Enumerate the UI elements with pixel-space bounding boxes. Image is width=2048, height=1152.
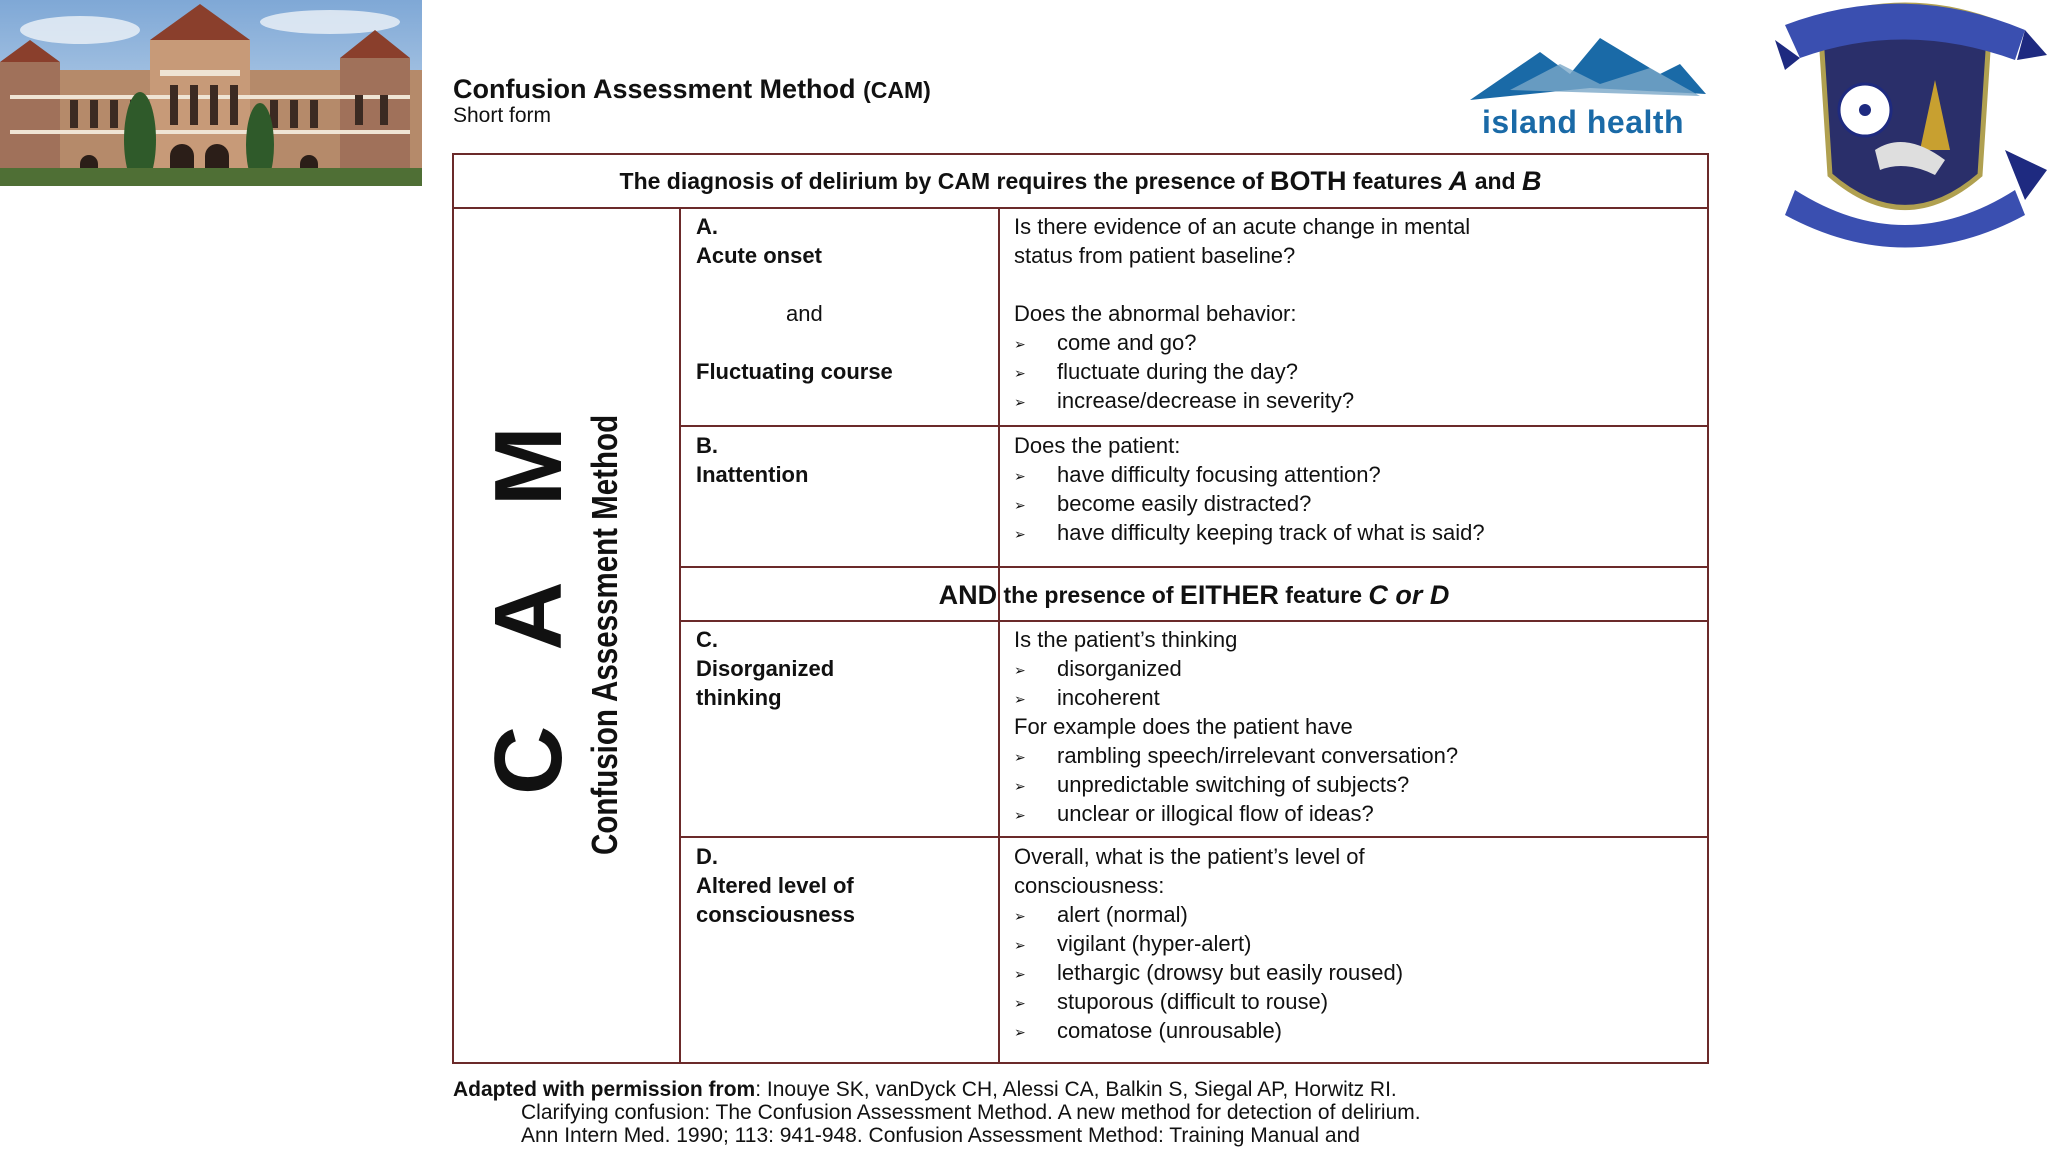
question-text: Is the patient’s thinking [1014, 627, 1238, 652]
citation-line [453, 1078, 1397, 1101]
bullet-item: ➢ lethargic (drowsy but easily roused) [1014, 958, 1403, 987]
feature-name: consciousness [696, 902, 855, 927]
row-divider [679, 425, 1709, 427]
header-text: The diagnosis of delirium by CAM requires the presence of [619, 167, 1264, 194]
feature-name: Fluctuating course [696, 359, 893, 384]
banner-text: the presence of [1003, 581, 1174, 608]
citation-footer [453, 1078, 1421, 1147]
citation-text: : Inouye SK, vanDyck CH, Alessi CA, Balkin S, Siegal AP, Horwitz RI. [755, 1078, 1397, 1101]
feature-c-label [696, 625, 834, 712]
feature-d-questions [1014, 842, 1403, 1045]
feature-conjunction: and [786, 301, 823, 326]
bullet-item: ➢ have difficulty keeping track of what is said? [1014, 518, 1485, 547]
question-text: status from patient baseline? [1014, 243, 1296, 268]
banner-c-or-d: C or D [1368, 579, 1450, 610]
feature-a-label [696, 212, 893, 386]
question-text: For example does the patient have [1014, 714, 1353, 739]
feature-name: thinking [696, 685, 782, 710]
title-abbrev: (CAM) [863, 77, 931, 103]
column-divider [998, 207, 1000, 1064]
feature-name: Disorganized [696, 656, 835, 681]
row-divider [679, 836, 1709, 838]
cam-table [452, 153, 1709, 1064]
side-label-cam: C A M [475, 400, 582, 795]
feature-a-questions [1014, 212, 1470, 415]
feature-c-questions [1014, 625, 1458, 828]
college-emblem-logo [1755, 0, 2048, 255]
bullet-item: ➢ incoherent [1014, 683, 1458, 712]
either-c-or-d-banner [679, 570, 1709, 620]
header-b: B [1521, 165, 1542, 196]
citation-text: Clarifying confusion: The Confusion Assessment Method. A new method for detection of delirium. [521, 1101, 1421, 1124]
feature-letter: B. [696, 433, 718, 458]
question-text: consciousness: [1014, 873, 1165, 898]
bullet-item: ➢ become easily distracted? [1014, 489, 1485, 518]
row-divider [679, 566, 1709, 568]
title-text: Confusion Assessment Method [453, 74, 856, 104]
question-text: Overall, what is the patient’s level of [1014, 844, 1365, 869]
citation-lead: Adapted with permission from [453, 1078, 756, 1101]
bullet-item: ➢ disorganized [1014, 654, 1458, 683]
feature-b-label [696, 431, 808, 489]
question-text: Does the patient: [1014, 433, 1181, 458]
bullet-item: ➢ unpredictable switching of subjects? [1014, 770, 1458, 799]
feature-letter: D. [696, 844, 718, 869]
header-a: A [1448, 165, 1469, 196]
bullet-item: ➢ fluctuate during the day? [1014, 357, 1470, 386]
document-subtitle: Short form [453, 104, 552, 127]
bullet-item: ➢ stuporous (difficult to rouse) [1014, 987, 1403, 1016]
banner-and: AND [938, 579, 998, 610]
bullet-item: ➢ comatose (unrousable) [1014, 1016, 1403, 1045]
table-header [454, 155, 1707, 209]
header-and: and [1474, 167, 1516, 194]
document-title [453, 74, 931, 105]
bullet-item: ➢ unclear or illogical flow of ideas? [1014, 799, 1458, 828]
feature-d-label [696, 842, 855, 929]
feature-letter: C. [696, 627, 718, 652]
side-label-full: Confusion Assessment Method [584, 414, 625, 855]
feature-letter: A. [696, 214, 718, 239]
question-text: Is there evidence of an acute change in mental [1014, 214, 1471, 239]
bullet-item: ➢ have difficulty focusing attention? [1014, 460, 1485, 489]
header-features: features [1352, 167, 1443, 194]
banner-feature: feature [1285, 581, 1362, 608]
question-text: Does the abnormal behavior: [1014, 301, 1297, 326]
bullet-item: ➢ increase/decrease in severity? [1014, 386, 1470, 415]
feature-name: Acute onset [696, 243, 822, 268]
bullet-item: ➢ alert (normal) [1014, 900, 1403, 929]
feature-name: Inattention [696, 462, 809, 487]
column-divider [679, 207, 681, 1064]
banner-either: EITHER [1179, 579, 1279, 610]
feature-b-questions [1014, 431, 1485, 547]
header-both: BOTH [1270, 165, 1347, 196]
row-divider [679, 620, 1709, 622]
bullet-item: ➢ come and go? [1014, 328, 1470, 357]
bullet-item: ➢ vigilant (hyper-alert) [1014, 929, 1403, 958]
citation-text: Ann Intern Med. 1990; 113: 941-948. Confusion Assessment Method: Training Manual and [521, 1124, 1360, 1147]
bullet-item: ➢ rambling speech/irrelevant conversation? [1014, 741, 1458, 770]
island-health-wordmark: island health [1482, 104, 1685, 140]
college-building-photo [0, 0, 422, 186]
feature-name: Altered level of [696, 873, 854, 898]
